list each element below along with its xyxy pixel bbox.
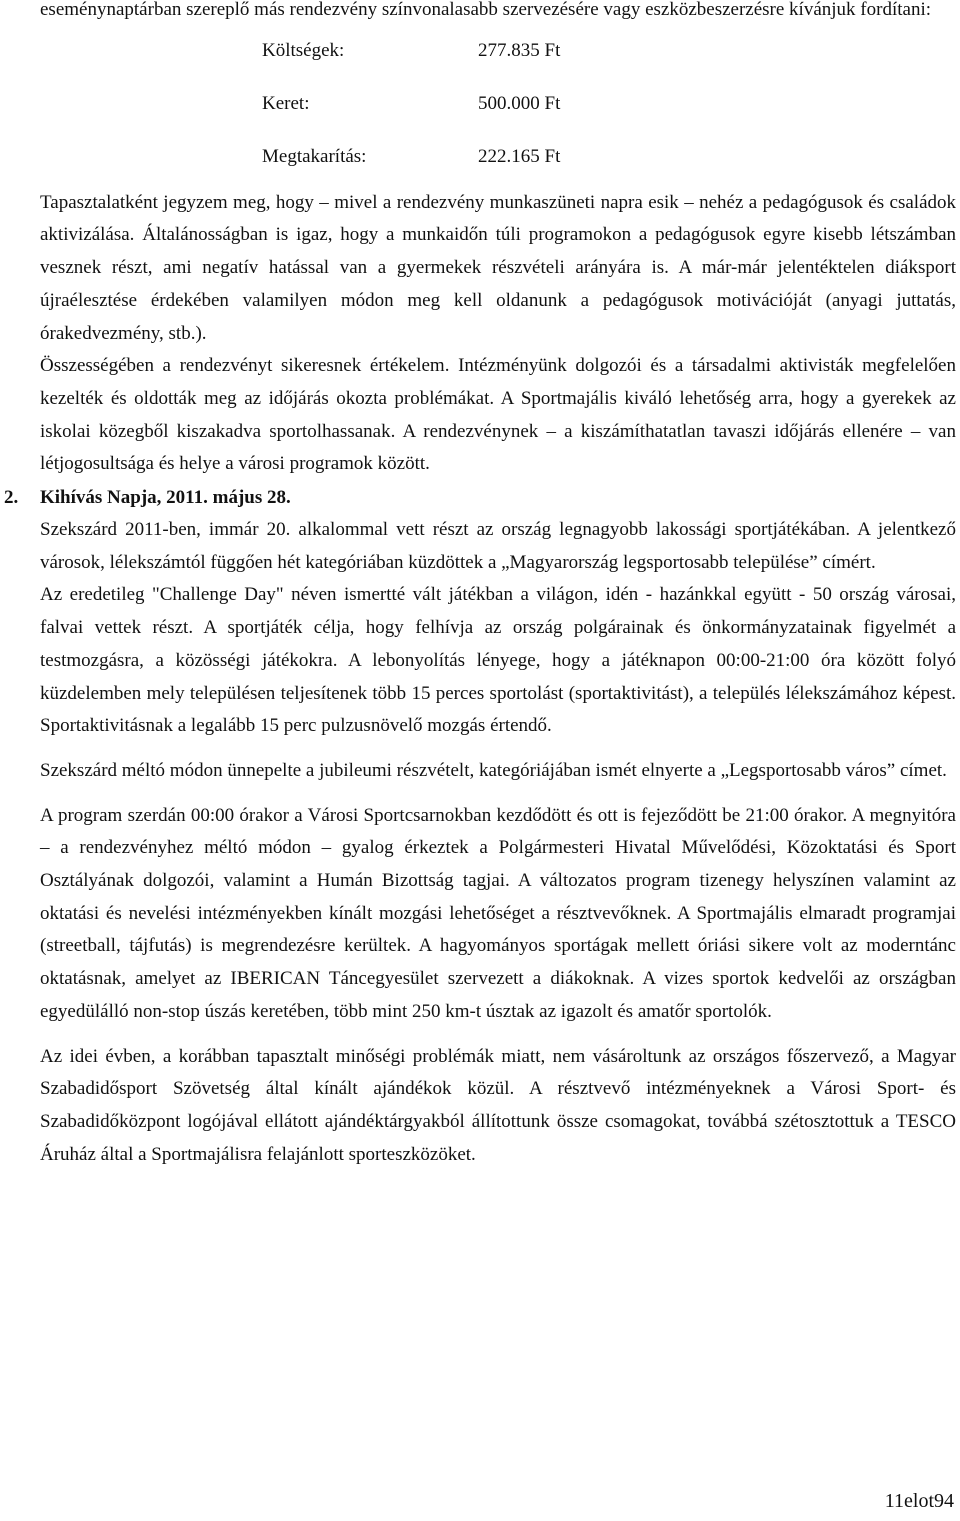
section-paragraph-5: Az idei évben, a korábban tapasztalt minőségi problémák miatt, nem vásároltunk az országos főszervező, a Magyar Szabadidősport Szövetség által kínált ajándékok közül. A résztvevő intézményeknek a Városi Sport- és Szabadidőközpont logójával ellátott ajándéktárgyakból állítottunk össze csomagokat, továbbá szétosztottuk a TESCO Áruház által a Sportmajálisra felajánlott sporteszközöket.: [40, 1045, 956, 1165]
cost-label: Költségek:: [262, 39, 345, 61]
section-paragraph-2: Az eredetileg "Challenge Day" néven ismertté vált játékban a világon, idén - hazánkkal együtt - 50 ország városai, falvai vettek részt. A sportjáték célja, hogy felhívja az ország polgárainak és önkormányzatainak figyelmét a testmozgásra, a közösségi játékokra. A lebonyolítás lényege, hogy a játéknapon 00:00-21:00 óra között folyó küzdelemben mely településen teljesítenek több 15 perces sportolást (sportaktivitást), a település lélekszámához képest. Sportaktivitásnak a legalább 15 perc pulzusnövelő mozgás értendő.: [40, 584, 956, 737]
cost-value: 277.835 Ft: [478, 39, 561, 61]
document-page: [4, 0, 956, 1171]
page-number: 11elot94: [884, 1490, 954, 1512]
summary-paragraph: Összességében a rendezvényt sikeresnek értékelem. Intézményünk dolgozói és a társadalmi aktivisták megfelelően kezelték és oldották meg az időjárás okozta problémákat. A Sportmajális kiváló lehetőség arra, hogy a gyerekek az iskolai közegből kiszakadva sportolhassanak. A rendezvénynek – a kiszámíthatatlan tavaszi időjárás ellenére – van létjogosultsága és helye a városi programok között.: [40, 355, 956, 475]
savings-label: Megtakarítás:: [262, 145, 367, 167]
section-paragraph-3: Szekszárd méltó módon ünnepelte a jubileumi részvételt, kategóriájában ismét elnyerte a „Legsportosabb város” címet.: [40, 759, 947, 781]
section-heading: 2. Kihívás Napja, 2011. május 28.: [40, 483, 956, 513]
savings-value: 222.165 Ft: [478, 145, 561, 167]
budget-value: 500.000 Ft: [478, 92, 561, 114]
section-paragraph-4: A program szerdán 00:00 órakor a Városi Sportcsarnokban kezdődött és ott is fejeződött be 21:00 órakor. A megnyitóra – a rendezvényhez méltó módon – gyalog érkeztek a Polgármesteri Hivatal Művelődési, Közoktatási és Sport Osztályának dolgozói, valamint a Humán Bizottság tagjai. A változatos program tizenegy helyszínen valamint az oktatási és nevelési intézményekben kínált mozgási lehetőséget a résztvevőknek. A Sportmajális elmaradt programjai (streetball, tájfutás) is megrendezésre kerültek. A hagyományos sportágak mellett óriási sikere volt az moderntánc oktatásnak, amelyet az IBERICAN Táncegyesület szervezett a diákoknak. A vizes sportok kedvelői az országban egyedülálló non-stop úszás keretében, több mint 250 km-t úsztak az igazolt és amatőr sportolók.: [40, 804, 956, 1022]
budget-label: Keret:: [262, 92, 310, 114]
intro-paragraph: eseménynaptárban szereplő más rendezvény színvonalasabb szervezésére vagy eszközbeszerzésre kívánjuk fordítani:: [40, 0, 932, 20]
section-title: Kihívás Napja, 2011. május 28.: [40, 487, 291, 509]
cost-summary: [262, 35, 956, 173]
section-paragraph-1: Szekszárd 2011-ben, immár 20. alkalommal vett részt az ország legnagyobb lakossági sportjátékában. A jelentkező városok, lélekszámtól függően hét kategóriában küzdöttek a „Magyarország legsportosabb települése” címért.: [40, 519, 956, 573]
experience-paragraph: Tapasztalatként jegyzem meg, hogy – mivel a rendezvény munkaszüneti napra esik – nehéz a pedagógusok és családok aktivizálása. Általánosságban is igaz, hogy a munkaidőn túli programokon a pedagógusok egyre kisebb létszámban vesznek részt, ami negatív hatással van a gyermekek részvételi arányára is. A már-már jelentéktelen diáksport újraélesztése érdekében valamilyen módon meg kell oldanunk a pedagógusok motivációját (anyagi juttatás, órakedvezmény, stb.).: [40, 191, 956, 344]
